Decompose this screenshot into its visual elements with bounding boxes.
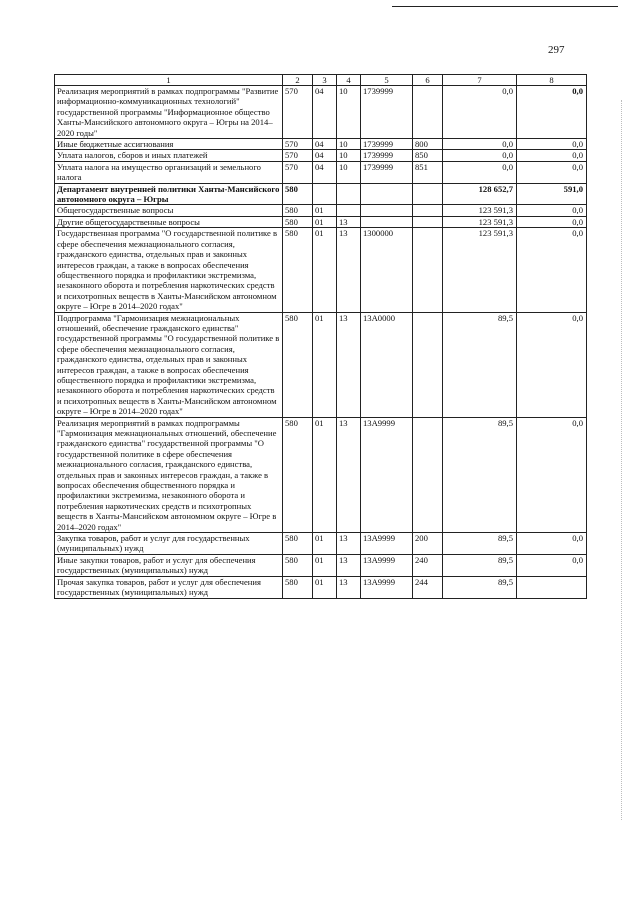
row-name-cell: Департамент внутренней политики Ханты-Мансийского автономного округа – Югры	[55, 183, 283, 205]
table-row	[55, 554, 587, 576]
row-name-cell: Другие общегосударственные вопросы	[55, 216, 283, 227]
row-value-cell: 04	[313, 139, 337, 150]
row-value-cell: 13	[337, 417, 361, 532]
row-value-cell	[413, 205, 443, 216]
row-value-cell: 0,0	[443, 150, 517, 161]
row-value-cell: 1739999	[361, 150, 413, 161]
row-value-cell: 240	[413, 554, 443, 576]
row-value-cell: 0,0	[443, 161, 517, 183]
row-value-cell: 570	[283, 139, 313, 150]
table-row	[55, 533, 587, 555]
row-value-cell: 10	[337, 139, 361, 150]
row-value-cell: 01	[313, 533, 337, 555]
row-value-cell: 0,0	[517, 139, 587, 150]
header-cell: 7	[443, 75, 517, 86]
row-value-cell: 89,5	[443, 312, 517, 417]
row-value-cell: 1739999	[361, 139, 413, 150]
row-name-cell: Закупка товаров, работ и услуг для государственных (муниципальных) нужд	[55, 533, 283, 555]
row-name-cell: Подпрограмма "Гармонизация межнациональных отношений, обеспечение гражданского единства" государственной программы "О государственной политике в сфере обеспечения межнационального согласия, гражданского единства, отдельных прав и законных интересов граждан, а также в вопросах обеспечения общественного порядка и профилактики экстремизма, незаконного оборота и потребления наркотических средств и психотропных веществ в Ханты-Мансийском автономном округе – Югре в 2014–2020 годах"	[55, 312, 283, 417]
row-value-cell: 200	[413, 533, 443, 555]
row-value-cell: 580	[283, 205, 313, 216]
row-value-cell: 13	[337, 216, 361, 227]
row-name-cell: Реализация мероприятий в рамках подпрограммы "Гармонизация межнациональных отношений, обеспечение гражданского единства" государственной программы "О государственной политике в сфере обеспечения межнационального согласия, гражданского единства, отдельных прав и законных интересов граждан, а также в вопросах обеспечения общественного порядка и профилактики экстремизма, незаконного оборота и потребления наркотических средств и психотропных веществ в Ханты-Мансийском автономном округе – Югре в 2014–2020 годах"	[55, 417, 283, 532]
row-value-cell: 570	[283, 86, 313, 139]
row-value-cell: 128 652,7	[443, 183, 517, 205]
row-value-cell: 123 591,3	[443, 205, 517, 216]
table-row	[55, 576, 587, 598]
table-row	[55, 183, 587, 205]
row-value-cell	[413, 86, 443, 139]
header-cell: 2	[283, 75, 313, 86]
table-row	[55, 417, 587, 532]
row-value-cell: 13А0000	[361, 312, 413, 417]
row-value-cell	[413, 216, 443, 227]
row-value-cell: 851	[413, 161, 443, 183]
row-value-cell: 89,5	[443, 576, 517, 598]
header-cell: 3	[313, 75, 337, 86]
row-value-cell: 01	[313, 216, 337, 227]
row-value-cell: 89,5	[443, 417, 517, 532]
row-value-cell: 0,0	[517, 150, 587, 161]
row-value-cell: 580	[283, 533, 313, 555]
table-row	[55, 150, 587, 161]
row-value-cell	[361, 216, 413, 227]
row-value-cell: 123 591,3	[443, 228, 517, 312]
row-value-cell: 04	[313, 161, 337, 183]
row-value-cell: 0,0	[517, 205, 587, 216]
row-value-cell: 04	[313, 86, 337, 139]
row-name-cell: Уплата налога на имущество организаций и земельного налога	[55, 161, 283, 183]
row-value-cell: 123 591,3	[443, 216, 517, 227]
row-value-cell: 01	[313, 228, 337, 312]
row-value-cell: 580	[283, 216, 313, 227]
header-cell: 5	[361, 75, 413, 86]
table-body	[55, 86, 587, 599]
row-value-cell: 10	[337, 86, 361, 139]
row-value-cell	[337, 205, 361, 216]
row-value-cell: 10	[337, 161, 361, 183]
scan-edge-marks	[621, 100, 622, 820]
row-value-cell: 0,0	[517, 228, 587, 312]
table-row	[55, 216, 587, 227]
row-value-cell	[337, 183, 361, 205]
row-value-cell: 244	[413, 576, 443, 598]
row-value-cell: 01	[313, 312, 337, 417]
row-value-cell: 0,0	[517, 216, 587, 227]
row-value-cell: 10	[337, 150, 361, 161]
row-name-cell: Реализация мероприятий в рамках подпрограммы "Развитие информационно-коммуникационных технологий" государственной программы "Информационное общество Ханты-Мансийского автономного округа – Югры на 2014–2020 годы"	[55, 86, 283, 139]
row-value-cell: 1739999	[361, 86, 413, 139]
row-value-cell: 850	[413, 150, 443, 161]
row-value-cell: 591,0	[517, 183, 587, 205]
row-value-cell	[361, 205, 413, 216]
row-value-cell	[313, 183, 337, 205]
row-value-cell: 800	[413, 139, 443, 150]
row-value-cell: 89,5	[443, 533, 517, 555]
row-value-cell: 13А9999	[361, 576, 413, 598]
row-value-cell: 1739999	[361, 161, 413, 183]
row-value-cell: 13А9999	[361, 417, 413, 532]
row-value-cell: 580	[283, 312, 313, 417]
row-value-cell: 580	[283, 417, 313, 532]
row-value-cell	[361, 183, 413, 205]
row-value-cell	[413, 312, 443, 417]
page-number: 297	[548, 44, 565, 56]
row-value-cell: 570	[283, 150, 313, 161]
row-value-cell: 0,0	[517, 312, 587, 417]
row-name-cell: Иные закупки товаров, работ и услуг для обеспечения государственных (муниципальных) нужд	[55, 554, 283, 576]
row-value-cell: 580	[283, 554, 313, 576]
row-value-cell	[413, 183, 443, 205]
row-value-cell: 0,0	[517, 417, 587, 532]
row-value-cell: 13	[337, 533, 361, 555]
row-value-cell	[517, 576, 587, 598]
row-name-cell: Общегосударственные вопросы	[55, 205, 283, 216]
header-cell: 1	[55, 75, 283, 86]
row-value-cell: 580	[283, 183, 313, 205]
row-value-cell: 89,5	[443, 554, 517, 576]
row-value-cell: 13	[337, 312, 361, 417]
table-row	[55, 161, 587, 183]
row-value-cell	[413, 228, 443, 312]
row-name-cell: Иные бюджетные ассигнования	[55, 139, 283, 150]
row-value-cell: 0,0	[443, 86, 517, 139]
row-name-cell: Уплата налогов, сборов и иных платежей	[55, 150, 283, 161]
row-value-cell: 570	[283, 161, 313, 183]
row-value-cell: 1300000	[361, 228, 413, 312]
top-rule	[392, 6, 618, 7]
row-value-cell: 01	[313, 417, 337, 532]
row-value-cell: 0,0	[517, 554, 587, 576]
header-cell: 4	[337, 75, 361, 86]
row-value-cell: 580	[283, 228, 313, 312]
row-value-cell: 01	[313, 554, 337, 576]
row-value-cell: 13	[337, 228, 361, 312]
budget-table	[54, 74, 587, 599]
table-row	[55, 228, 587, 312]
header-cell: 6	[413, 75, 443, 86]
row-value-cell: 04	[313, 150, 337, 161]
row-value-cell: 13А9999	[361, 554, 413, 576]
header-cell: 8	[517, 75, 587, 86]
row-value-cell: 0,0	[443, 139, 517, 150]
row-value-cell: 580	[283, 576, 313, 598]
table-row	[55, 312, 587, 417]
row-name-cell: Государственная программа "О государственной политике в сфере обеспечения межнационального согласия, гражданского единства, отдельных прав и законных интересов граждан, а также в вопросах обеспечения общественного порядка и профилактики экстремизма, незаконного оборота и потребления наркотических средств и психотропных веществ в Ханты-Мансийском автономном округе – Югре в 2014–2020 годах"	[55, 228, 283, 312]
header-row	[55, 75, 587, 86]
row-value-cell: 13	[337, 576, 361, 598]
row-value-cell: 0,0	[517, 161, 587, 183]
row-value-cell: 13	[337, 554, 361, 576]
table-row	[55, 139, 587, 150]
row-value-cell: 13А9999	[361, 533, 413, 555]
row-value-cell: 01	[313, 576, 337, 598]
table-row	[55, 86, 587, 139]
table-row	[55, 205, 587, 216]
row-value-cell	[413, 417, 443, 532]
row-name-cell: Прочая закупка товаров, работ и услуг для обеспечения государственных (муниципальных) нужд	[55, 576, 283, 598]
row-value-cell: 0,0	[517, 86, 587, 139]
row-value-cell: 0,0	[517, 533, 587, 555]
row-value-cell: 01	[313, 205, 337, 216]
